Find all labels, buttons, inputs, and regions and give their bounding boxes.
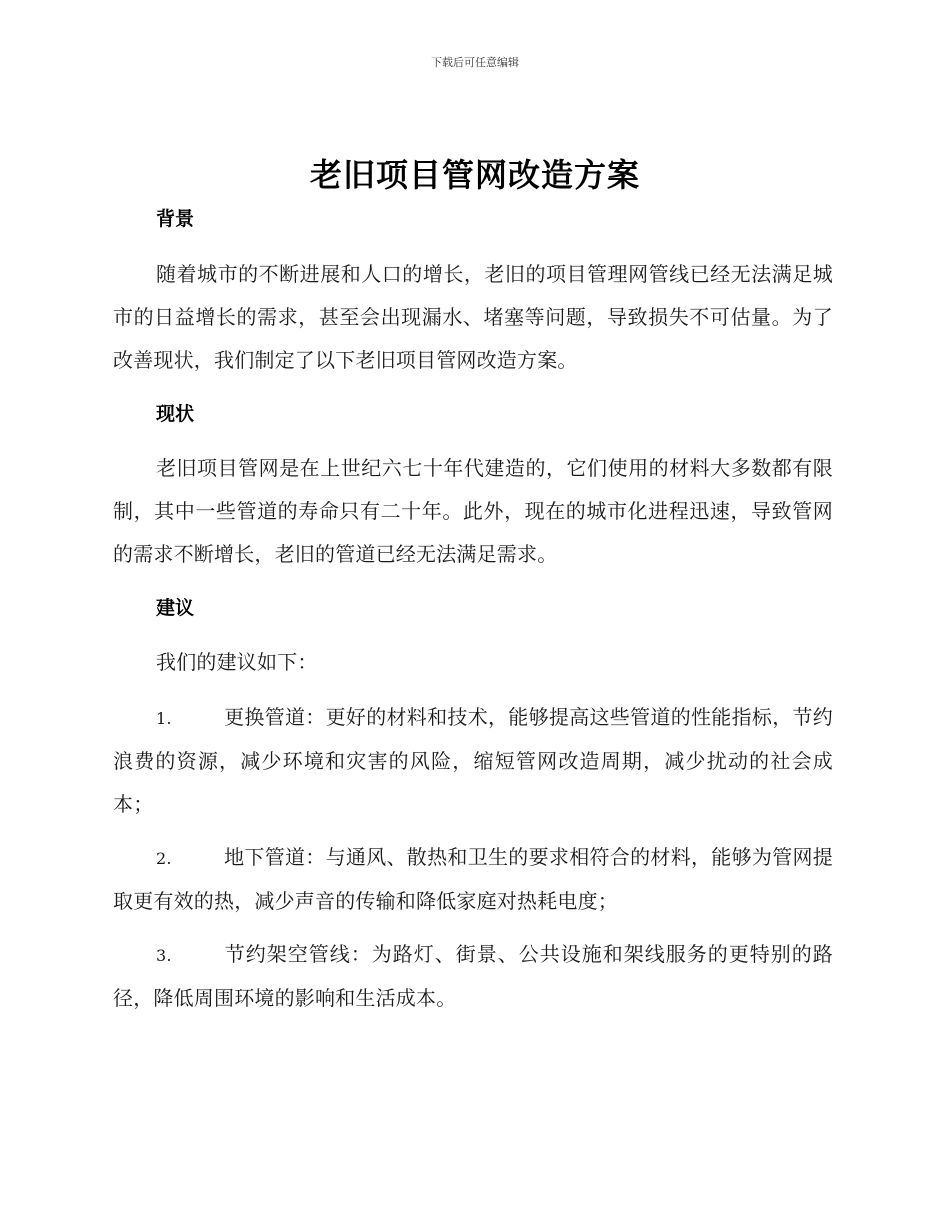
list-item bbox=[113, 933, 833, 1020]
section-heading-background: 背景 bbox=[156, 208, 195, 230]
paragraph-text: 老旧项目管网是在上世纪六七十年代建造的，它们使用的材料大多数都有限制，其中一些管道的寿命只有二十年。此外，现在的城市化进程迅速，导致管网的需求不断增长，老旧的管道已经无法满足需求。 bbox=[113, 456, 833, 566]
header-note: 下载后可任意编辑 bbox=[431, 56, 519, 69]
paragraph-text: 我们的建议如下： bbox=[156, 650, 318, 674]
list-item-text: 更换管道：更好的材料和技术，能够提高这些管道的性能指标，节约浪费的资源，减少环境和灾害的风险，缩短管网改造周期，减少扰动的社会成本； bbox=[113, 705, 833, 816]
list-number: 3. bbox=[156, 946, 172, 965]
section-heading-suggestions: 建议 bbox=[156, 597, 195, 619]
section-suggestions bbox=[113, 587, 833, 630]
list-number: 2. bbox=[156, 849, 172, 868]
list-item bbox=[113, 696, 833, 826]
section-status bbox=[113, 393, 833, 436]
paragraph-suggestions-intro bbox=[113, 641, 833, 684]
list-item-text: 地下管道：与通风、散热和卫生的要求相符合的材料，能够为管网提取更有效的热，减少声音的传输和降低家庭对热耗电度； bbox=[113, 845, 833, 913]
paragraph-text: 随着城市的不断进展和人口的增长，老旧的项目管理网管线已经无法满足城市的日益增长的需求，甚至会出现漏水、堵塞等问题，导致损失不可估量。为了改善现状，我们制定了以下老旧项目管网改造方案。 bbox=[113, 262, 833, 372]
paragraph-status bbox=[113, 447, 833, 576]
paragraph-background bbox=[113, 253, 833, 382]
document-title: 老旧项目管网改造方案 bbox=[309, 156, 640, 194]
list-item bbox=[113, 836, 833, 923]
section-background bbox=[113, 198, 833, 241]
section-heading-status: 现状 bbox=[156, 403, 195, 425]
list-number: 1. bbox=[156, 709, 172, 728]
list-item-text: 节约架空管线：为路灯、街景、公共设施和架线服务的更特别的路径，降低周围环境的影响和生活成本。 bbox=[113, 942, 833, 1010]
